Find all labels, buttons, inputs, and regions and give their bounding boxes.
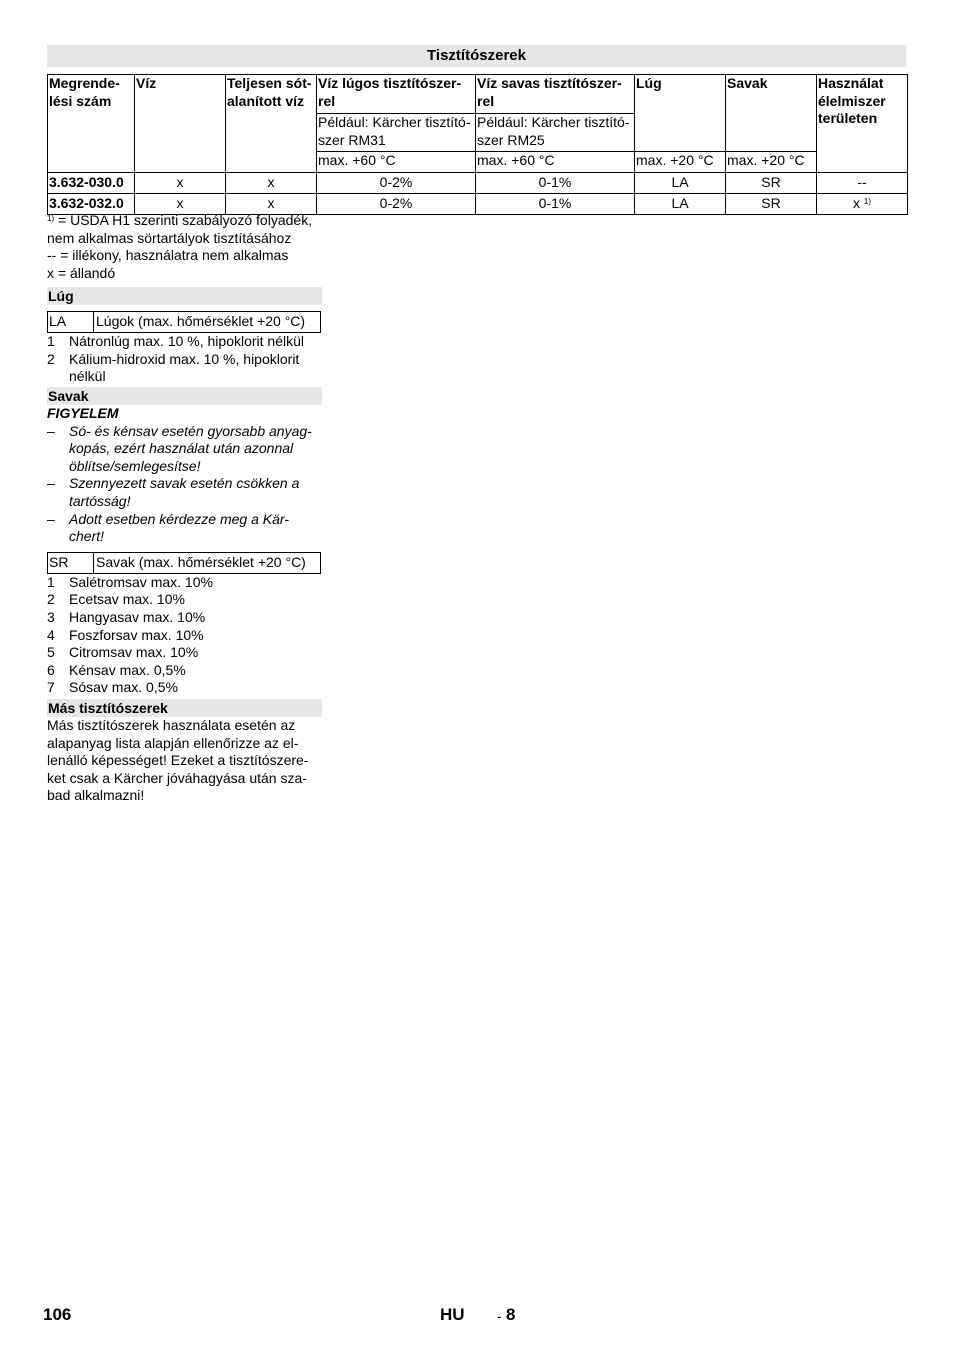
header-water: Víz [135,75,226,173]
item-text: Hangyasav max. 10% [69,608,206,625]
warning-item: – Szennyezett savak esetén csökken a tartósság! [47,475,322,510]
section-page-number: 8 [506,1305,516,1324]
cell-food [817,173,908,194]
order-code: 3.632-030.0 [48,173,135,194]
limit-lye: max. +20 °C [635,152,726,173]
cell-lye: LA [635,194,726,215]
item-text: Citromsav max. 10% [69,644,199,661]
limit-alkaline: max. +60 °C [317,152,476,173]
footnote-marker: 1) [47,214,55,223]
other-agents-text: Más tisztítószerek használata esetén az alapanyag lista alapján ellenőrizze az el-lenálló képességet! Ezeket a tisztítószere-ket csak a Kärcher jóváhagyása után sza-bad alkalmazni! [47,717,309,804]
usda-note [47,212,322,230]
cell-water: x [135,194,226,215]
limit-acids: max. +20 °C [726,152,817,173]
other-agents-section [47,699,322,805]
warning-item: – Só- és kénsav esetén gyorsabb anyag-kopás, ezért használat után azonnal öblítse/semlegesítse! [47,423,322,476]
item-number: 5 [47,644,55,661]
item-text: Ecetsav max. 10% [69,591,185,608]
order-code: 3.632-032.0 [48,194,135,215]
list-item [47,644,322,662]
cell-desalinated: x [226,194,317,215]
list-item [47,679,322,697]
food-value: -- [857,174,867,191]
item-number: 2 [47,591,55,608]
item-text: Sósav max. 0,5% [69,679,178,696]
lye-box-value: Lúgok (max. hőmérséklet +20 °C) [96,313,306,329]
header-lye: Lúg [635,75,726,152]
acids-heading: Savak [47,387,322,405]
cleaning-agents-table [47,74,908,215]
x-note: x = állandó [47,264,116,281]
header-food-use: Használat élelmiszer területen [817,75,908,173]
list-item [47,609,322,627]
header-acids: Savak [726,75,817,152]
header-alkaline: Víz lúgos tisztítószer-rel [317,75,476,114]
table-notes [47,212,322,282]
item-number: 1 [47,333,55,349]
item-number: 3 [47,608,55,625]
item-text: Foszforsav max. 10% [69,626,204,643]
warning-text: Adott esetben kérdezze meg a Kär-chert! [69,510,289,545]
dash-note: -- = illékony, használatra nem alkalmas [47,247,289,264]
table-row [48,173,908,194]
item-text: Kálium-hidroxid max. 10 %, hipoklorit nélkül [69,350,300,385]
list-item [47,333,322,351]
list-item [47,351,322,386]
list-item [47,574,322,592]
footnote-marker: 1) [863,197,871,207]
usda-note-line1: = USDA H1 szerinti szabályozó folyadék, [54,212,313,228]
lye-heading: Lúg [47,287,322,305]
header-order-no: Megrende-lési szám [48,75,135,173]
cell-acidic: 0-1% [476,173,635,194]
cell-water: x [135,173,226,194]
warning-text: Szennyezett savak esetén csökken a tartósság! [69,475,300,509]
lye-section [47,287,322,386]
acids-box-value: Savak (max. hőmérséklet +20 °C) [96,553,306,570]
header-desalinated-water: Teljesen sót-alanított víz [226,75,317,173]
item-text: Nátronlúg max. 10 %, hipoklorit nélkül [69,333,305,349]
item-number: 6 [47,661,55,678]
cell-acidic: 0-1% [476,194,635,215]
footer-separator: - [497,1308,502,1324]
cell-desalinated: x [226,173,317,194]
item-number: 7 [47,679,55,696]
section-title: Tisztítószerek [47,45,906,67]
lye-box-key: LA [48,312,94,332]
acids-box-key: SR [48,553,94,573]
list-item [47,662,322,680]
cell-alkaline: 0-2% [317,194,476,215]
item-number: 4 [47,626,55,643]
other-agents-heading: Más tisztítószerek [47,699,322,717]
language-code: HU [440,1305,465,1324]
header-acidic: Víz savas tisztítószer-rel [476,75,635,114]
cell-acids: SR [726,173,817,194]
item-text: Salétromsav max. 10% [69,573,213,590]
example-acidic: Például: Kärcher tisztító-szer RM25 [476,114,635,152]
cell-acids: SR [726,194,817,215]
warning-text: Só- és kénsav esetén gyorsabb anyag-kopás, ezért használat után azonnal öblítse/semlegesítse! [69,422,312,474]
list-item [47,591,322,609]
limit-acidic: max. +60 °C [476,152,635,173]
cell-alkaline: 0-2% [317,173,476,194]
cell-lye: LA [635,173,726,194]
usda-note-line2: nem alkalmas sörtartályok tisztításához [47,229,292,246]
warning-label: FIGYELEM [47,405,119,421]
food-value: x [852,195,860,212]
warning-item: – Adott esetben kérdezze meg a Kär-chert! [47,511,322,546]
item-number: 2 [47,350,55,367]
example-alkaline: Például: Kärcher tisztító-szer RM31 [317,114,476,152]
acids-section [47,387,322,697]
page-number: 106 [43,1305,72,1324]
cell-food [817,194,908,215]
item-text: Kénsav max. 0,5% [69,661,186,678]
lye-box [47,311,321,333]
item-number: 1 [47,573,55,590]
acids-box [47,552,321,574]
list-item [47,627,322,645]
